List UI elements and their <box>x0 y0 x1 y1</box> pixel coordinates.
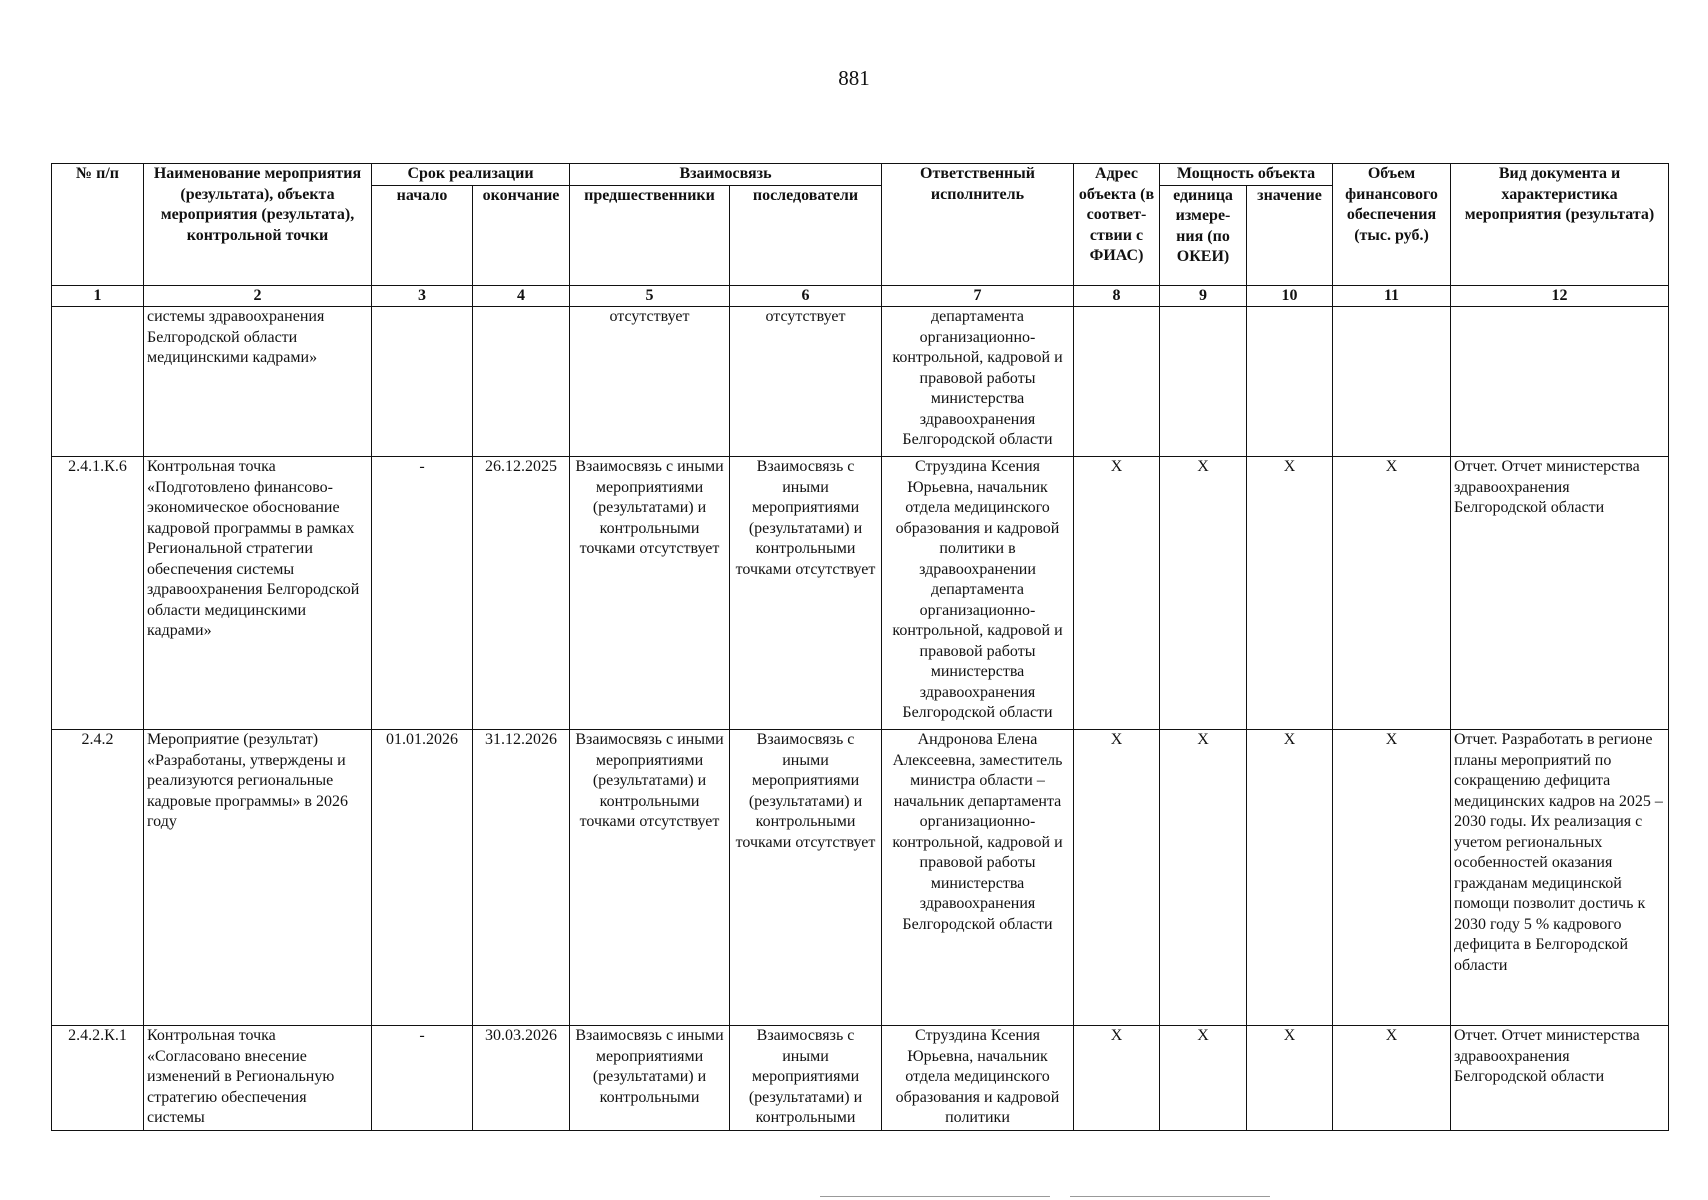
header-capacity: Мощность объекта <box>1160 164 1333 186</box>
row-num: 2.4.2 <box>52 730 144 1026</box>
row-unit: Х <box>1160 730 1247 1026</box>
header-unit: единица измере-ния (по ОКЕИ) <box>1160 185 1247 285</box>
column-number: 8 <box>1074 285 1160 307</box>
column-number: 9 <box>1160 285 1247 307</box>
row-value: Х <box>1247 730 1333 1026</box>
row-successors: Взаимосвязь с иными мероприятиями (результатами) и контрольными точками отсутствует <box>730 730 882 1026</box>
header-responsible: Ответственный исполнитель <box>882 164 1074 286</box>
header-predecessors: предшественники <box>570 185 730 285</box>
row-end: 26.12.2025 <box>473 457 570 730</box>
row-finance: Х <box>1333 1026 1451 1131</box>
row-predecessors: Взаимосвязь с иными мероприятиями (результатами) и контрольными <box>570 1026 730 1131</box>
row-finance: Х <box>1333 730 1451 1026</box>
header-end: окончание <box>473 185 570 285</box>
row-value: Х <box>1247 1026 1333 1131</box>
column-number: 10 <box>1247 285 1333 307</box>
row-doc: Отчет. Отчет министерства здравоохранения Белгородской области <box>1451 1026 1669 1131</box>
row-doc: Отчет. Разработать в регионе планы мероприятий по сокращению дефицита медицинских кадров на 2025 – 2030 годы. Их реализация с учетом региональных особенностей оказания гражданам медицинской помощи позволит достичь к 2030 году 5 % кадрового дефицита в Белгородской области <box>1451 730 1669 1026</box>
plan-table <box>51 163 1669 1131</box>
header-successors: последователи <box>730 185 882 285</box>
column-number: 11 <box>1333 285 1451 307</box>
column-number: 6 <box>730 285 882 307</box>
row-address: Х <box>1074 730 1160 1026</box>
row-doc <box>1451 307 1669 457</box>
header-period: Срок реализации <box>372 164 570 186</box>
row-responsible: Струздина Ксения Юрьевна, начальник отдела медицинского образования и кадровой политики <box>882 1026 1074 1131</box>
row-predecessors: отсутствует <box>570 307 730 457</box>
header-value: значение <box>1247 185 1333 285</box>
row-finance <box>1333 307 1451 457</box>
header-relation: Взаимосвязь <box>570 164 882 186</box>
column-number: 12 <box>1451 285 1669 307</box>
row-address <box>1074 307 1160 457</box>
row-doc: Отчет. Отчет министерства здравоохранения Белгородской области <box>1451 457 1669 730</box>
scan-edge-line <box>820 1196 1050 1197</box>
row-start: 01.01.2026 <box>372 730 473 1026</box>
column-number: 5 <box>570 285 730 307</box>
header-address: Адрес объекта (в соответ-ствии с ФИАС) <box>1074 164 1160 286</box>
row-responsible: Андронова Елена Алексеевна, заместитель министра области – начальник департамента организационно-контрольной, кадровой и правовой работы министерства здравоохранения Белгородской области <box>882 730 1074 1026</box>
row-unit <box>1160 307 1247 457</box>
column-number: 4 <box>473 285 570 307</box>
header-finance: Объем финансового обеспечения (тыс. руб.) <box>1333 164 1451 286</box>
header-doc-type: Вид документа и характеристика мероприятия (результата) <box>1451 164 1669 286</box>
column-number: 2 <box>144 285 372 307</box>
row-num <box>52 307 144 457</box>
row-address: Х <box>1074 1026 1160 1131</box>
table-row <box>52 307 1669 457</box>
row-start: - <box>372 1026 473 1131</box>
row-finance: Х <box>1333 457 1451 730</box>
column-number: 3 <box>372 285 473 307</box>
row-successors: отсутствует <box>730 307 882 457</box>
row-address: Х <box>1074 457 1160 730</box>
row-successors: Взаимосвязь с иными мероприятиями (результатами) и контрольными <box>730 1026 882 1131</box>
row-num: 2.4.1.К.6 <box>52 457 144 730</box>
row-name: Контрольная точка «Согласовано внесение изменений в Региональную стратегию обеспечения системы <box>144 1026 372 1131</box>
table-row <box>52 730 1669 1026</box>
table-row <box>52 457 1669 730</box>
row-unit: Х <box>1160 1026 1247 1131</box>
row-end <box>473 307 570 457</box>
row-end: 31.12.2026 <box>473 730 570 1026</box>
row-start <box>372 307 473 457</box>
row-name: Контрольная точка «Подготовлено финансово-экономическое обоснование кадровой программы в рамках Региональной стратегии обеспечения системы здравоохранения Белгородской области медицинскими кадрами» <box>144 457 372 730</box>
row-responsible: департамента организационно-контрольной, кадровой и правовой работы министерства здравоохранения Белгородской области <box>882 307 1074 457</box>
header-name: Наименование мероприятия (результата), объекта мероприятия (результата), контрольной точки <box>144 164 372 286</box>
row-name: системы здравоохранения Белгородской области медицинскими кадрами» <box>144 307 372 457</box>
row-successors: Взаимосвязь с иными мероприятиями (результатами) и контрольными точками отсутствует <box>730 457 882 730</box>
header-num: № п/п <box>52 164 144 286</box>
column-number: 7 <box>882 285 1074 307</box>
row-value <box>1247 307 1333 457</box>
row-predecessors: Взаимосвязь с иными мероприятиями (результатами) и контрольными точками отсутствует <box>570 457 730 730</box>
row-start: - <box>372 457 473 730</box>
column-number-row <box>52 285 1669 307</box>
page-number: 881 <box>838 66 870 90</box>
row-value: Х <box>1247 457 1333 730</box>
header-start: начало <box>372 185 473 285</box>
row-unit: Х <box>1160 457 1247 730</box>
row-name: Мероприятие (результат) «Разработаны, утверждены и реализуются региональные кадровые программы» в 2026 году <box>144 730 372 1026</box>
row-predecessors: Взаимосвязь с иными мероприятиями (результатами) и контрольными точками отсутствует <box>570 730 730 1026</box>
scan-edge-line <box>1070 1196 1270 1197</box>
column-number: 1 <box>52 285 144 307</box>
row-end: 30.03.2026 <box>473 1026 570 1131</box>
row-num: 2.4.2.К.1 <box>52 1026 144 1131</box>
row-responsible: Струздина Ксения Юрьевна, начальник отдела медицинского образования и кадровой политики в здравоохранении департамента организационно-контрольной, кадровой и правовой работы министерства здравоохранения Белгородской области <box>882 457 1074 730</box>
table-row <box>52 1026 1669 1131</box>
